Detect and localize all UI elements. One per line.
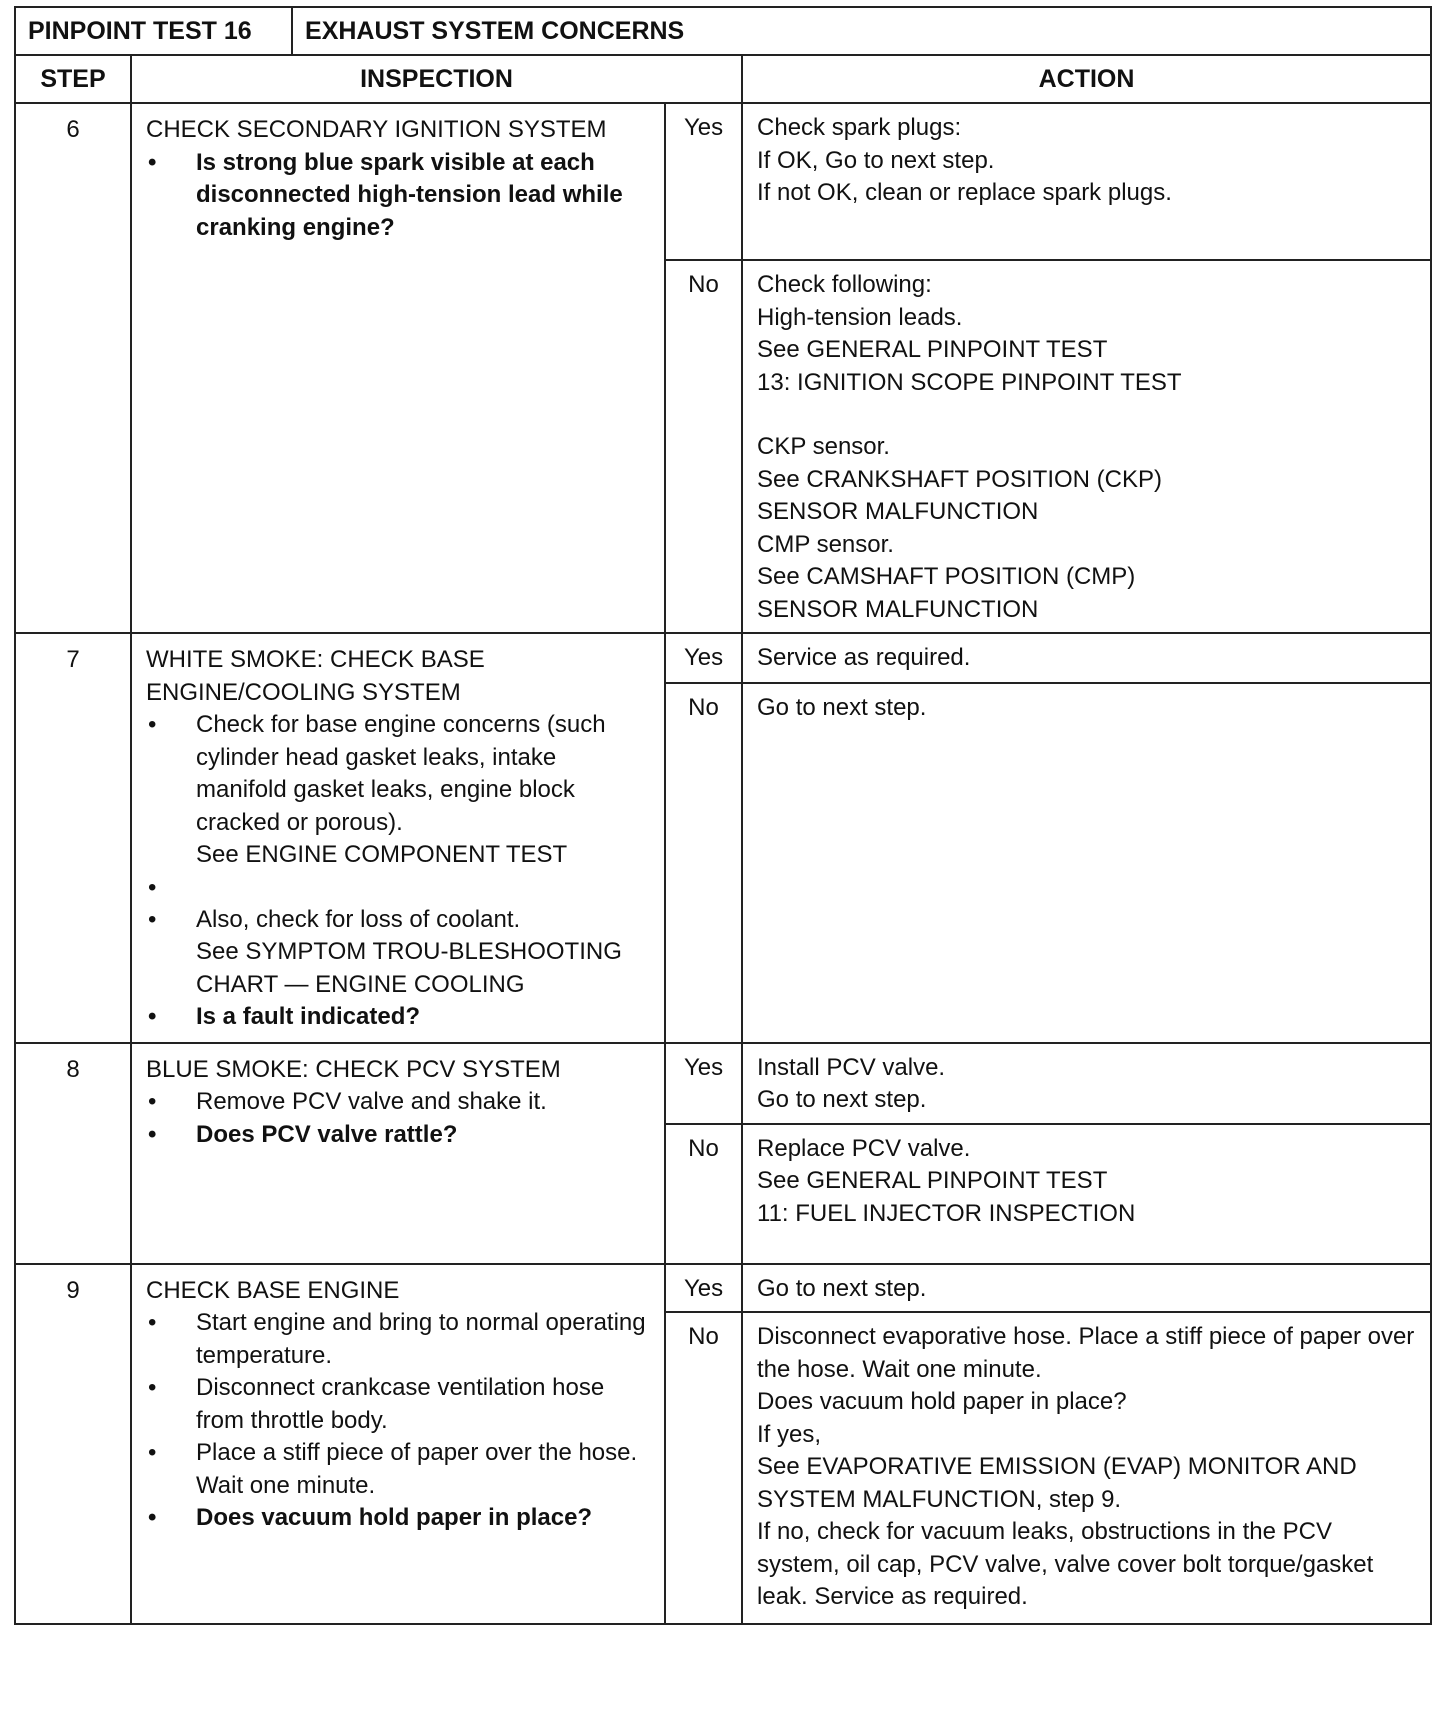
step-6-yes-action [742, 103, 1431, 260]
action-line: Install PCV valve. [757, 1053, 946, 1081]
action-line: Check spark plugs: [757, 114, 962, 141]
inspection-question: • Is strong blue spark visible at each disconnected high-tension lead while cranking engine? [146, 147, 650, 245]
bullet-text: • Also, check for loss of coolant. [196, 905, 521, 933]
action-line: See GENERAL PINPOINT TEST [757, 1167, 1108, 1194]
step-6-no-action [742, 260, 1431, 633]
step-9-inspection [131, 1264, 665, 1625]
step-title: CHECK BASE ENGINE [146, 1276, 400, 1304]
step-title: CHECK SECONDARY IGNITION SYSTEM [146, 116, 607, 143]
action-line: SENSOR MALFUNCTION [757, 595, 1039, 623]
yes-label: Yes [665, 633, 742, 683]
action-line: CKP sensor. [757, 433, 890, 460]
no-label: No [665, 683, 742, 1043]
step-8-no-action [742, 1124, 1431, 1264]
action-line: Go to next step. [757, 693, 927, 721]
step-title: BLUE SMOKE: CHECK PCV SYSTEM [146, 1055, 561, 1083]
action-line: See GENERAL PINPOINT TEST [757, 336, 1108, 363]
column-header-row [15, 55, 1431, 103]
inspection-question: • Does vacuum hold paper in place? [146, 1502, 650, 1535]
step-title: WHITE SMOKE: CHECK BASE ENGINE/COOLING SYSTEM [146, 646, 485, 706]
bullet-reference: See ENGINE COMPONENT TEST [196, 841, 568, 868]
action-line: If not OK, clean or replace spark plugs. [757, 179, 1172, 206]
action-line: High-tension leads. [757, 303, 963, 331]
inspection-bullet [146, 709, 650, 872]
test-label: PINPOINT TEST 16 [15, 7, 292, 55]
step-7-inspection [131, 633, 665, 1043]
inspection-bullet: • Place a stiff piece of paper over the hose. Wait one minute. [146, 1437, 650, 1502]
action-line: If yes, [757, 1420, 822, 1448]
step-number: 6 [15, 103, 131, 633]
bullet-reference: See SYMPTOM TROU-BLESHOOTING CHART — ENGINE COOLING [196, 938, 622, 998]
column-header-step: STEP [15, 55, 131, 103]
action-line: See EVAPORATIVE EMISSION (EVAP) MONITOR AND SYSTEM MALFUNCTION, step 9. [757, 1453, 1357, 1513]
title-row [15, 7, 1431, 55]
pinpoint-test-document [14, 6, 1430, 1625]
step-9-yes-row [15, 1264, 1431, 1313]
step-number: 8 [15, 1043, 131, 1264]
step-9-no-action [742, 1312, 1431, 1624]
yes-label: Yes [665, 1264, 742, 1313]
action-line: Check following: [757, 271, 932, 298]
column-header-inspection: INSPECTION [131, 55, 742, 103]
action-line: CMP sensor. [757, 530, 894, 558]
yes-label: Yes [665, 1043, 742, 1124]
step-7-yes-action [742, 633, 1431, 683]
action-line: If no, check for vacuum leaks, obstructions in the PCV system, oil cap, PCV valve, valve cover bolt torque/gasket leak. Service as required. [757, 1518, 1374, 1610]
step-8-yes-row [15, 1043, 1431, 1124]
spacer [146, 872, 650, 904]
bullet-text: Check for base engine concerns (such cylinder head gasket leaks, intake manifold gasket leaks, engine block cracked or porous). [196, 711, 606, 836]
no-label: No [665, 1312, 742, 1624]
inspection-bullet: • Start engine and bring to normal operating temperature. [146, 1307, 650, 1372]
no-label: No [665, 1124, 742, 1264]
pinpoint-test-table [14, 6, 1432, 1625]
action-line: Go to next step. [757, 1274, 927, 1302]
action-line: SENSOR MALFUNCTION [757, 498, 1039, 525]
action-line: See CRANKSHAFT POSITION (CKP) [757, 465, 1162, 493]
step-6-yes-row [15, 103, 1431, 260]
inspection-bullet: • Remove PCV valve and shake it. [146, 1086, 650, 1119]
inspection-bullet [146, 904, 650, 1002]
action-line: See CAMSHAFT POSITION (CMP) [757, 563, 1136, 590]
step-number: 7 [15, 633, 131, 1043]
action-line: 13: IGNITION SCOPE PINPOINT TEST [757, 368, 1182, 396]
action-line: Does vacuum hold paper in place? [757, 1388, 1127, 1415]
step-8-inspection [131, 1043, 665, 1264]
action-line: 11: FUEL INJECTOR INSPECTION [757, 1199, 1136, 1227]
no-label: No [665, 260, 742, 633]
action-line: Disconnect evaporative hose. Place a stiff piece of paper over the hose. Wait one minute. [757, 1323, 1415, 1383]
inspection-question: • Does PCV valve rattle? [146, 1119, 650, 1152]
step-6-inspection [131, 103, 665, 633]
yes-label: Yes [665, 103, 742, 260]
inspection-bullet: • Disconnect crankcase ventilation hose from throttle body. [146, 1372, 650, 1437]
step-9-yes-action [742, 1264, 1431, 1313]
step-8-yes-action [742, 1043, 1431, 1124]
test-title: EXHAUST SYSTEM CONCERNS [292, 7, 1431, 55]
step-number: 9 [15, 1264, 131, 1625]
action-line: Go to next step. [757, 1086, 927, 1113]
inspection-question: • Is a fault indicated? [146, 1001, 650, 1034]
step-7-no-action [742, 683, 1431, 1043]
action-line: Service as required. [757, 644, 971, 671]
step-7-yes-row [15, 633, 1431, 683]
column-header-action: ACTION [742, 55, 1431, 103]
action-line: If OK, Go to next step. [757, 146, 995, 174]
action-line: Replace PCV valve. [757, 1134, 971, 1162]
